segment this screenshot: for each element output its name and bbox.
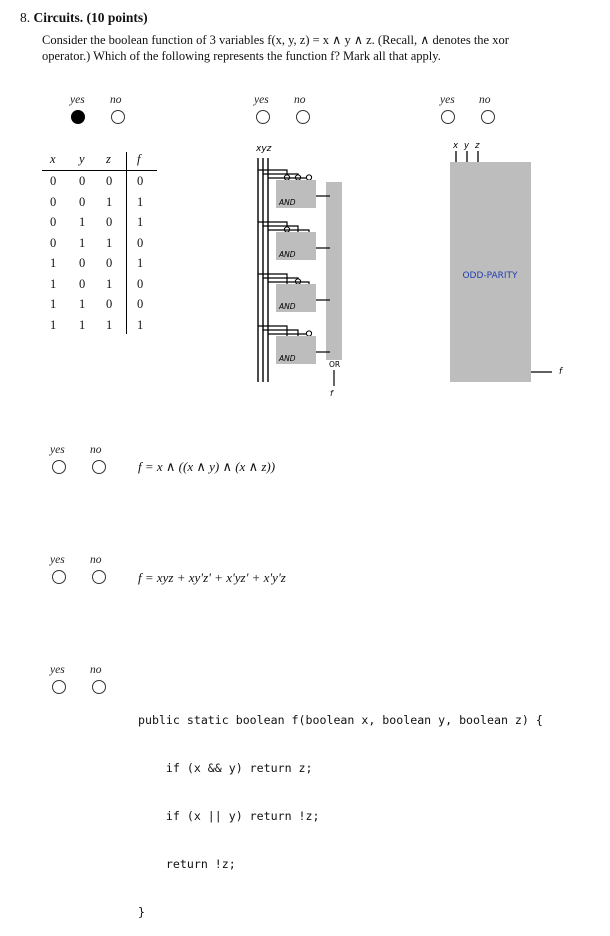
and-gate-3: [258, 274, 330, 312]
option-c-yes-radio[interactable]: [441, 110, 455, 124]
table-cell: 1: [137, 194, 144, 209]
option-b-yes-label: yes: [254, 94, 269, 106]
option-d-no-label: no: [90, 444, 102, 456]
formula-2: f = xyz + xy'z' + x'yz' + x'y'z: [138, 570, 286, 585]
table-cell: 0: [106, 215, 113, 229]
table-cell: 1: [79, 297, 86, 311]
question-points: (10 points): [86, 10, 148, 25]
odd-parity-output-label: f: [559, 367, 562, 377]
table-header-rule: [42, 170, 157, 171]
truth-table: [42, 152, 162, 342]
table-cell: 0: [137, 235, 144, 250]
table-cell: 1: [50, 256, 57, 270]
question-title: Circuits.: [33, 10, 84, 25]
option-c-yes-label: yes: [440, 94, 455, 106]
circuit-inputs-label: xyz: [256, 144, 272, 154]
option-e-yes-radio[interactable]: [52, 570, 66, 584]
question-prompt: [42, 32, 587, 64]
and-label: AND: [279, 250, 296, 259]
or-gate: [326, 182, 342, 360]
option-b-yes-radio[interactable]: [256, 110, 270, 124]
and-label: AND: [279, 198, 296, 207]
code-line-3: if (x || y) return !z;: [138, 809, 320, 823]
option-c-no-radio[interactable]: [481, 110, 495, 124]
prompt-line-1: Consider the boolean function of 3 variables f(x, y, z) = x ∧ y ∧ z. (Recall, ∧ denotes the xor: [42, 33, 509, 47]
and-label: AND: [279, 302, 296, 311]
table-cell: 1: [50, 297, 57, 311]
code-line-4: return !z;: [138, 857, 236, 871]
input-x-label: x: [453, 141, 459, 151]
table-cell: 0: [106, 256, 113, 270]
table-cell: 0: [50, 174, 57, 188]
table-cell: 1: [79, 317, 86, 332]
option-c-no-label: no: [479, 94, 491, 106]
table-header-z: z: [106, 152, 111, 166]
option-e-no-label: no: [90, 554, 102, 566]
formula-1: f = x ∧ ((x ∧ y) ∧ (x ∧ z)): [138, 459, 276, 474]
table-cell: 1: [79, 235, 86, 250]
or-label: OR: [329, 360, 341, 369]
option-d-yes-label: yes: [50, 444, 65, 456]
table-cell: 1: [106, 276, 113, 291]
table-cell: 1: [50, 276, 57, 291]
table-f-separator: [126, 152, 127, 334]
prompt-line-2: operator.) Which of the following represents the function f? Mark all that apply.: [42, 49, 441, 63]
table-cell: 0: [50, 194, 57, 209]
question-number: 8.: [20, 10, 31, 25]
option-f-yes-label: yes: [50, 664, 65, 676]
code-line-5: }: [138, 905, 145, 919]
table-cell: 0: [137, 174, 144, 188]
odd-parity-label: ODD-PARITY: [462, 271, 518, 281]
input-z-label: z: [475, 141, 480, 151]
table-cell: 0: [79, 194, 86, 209]
input-buses: [258, 158, 268, 382]
option-d-no-radio[interactable]: [92, 460, 106, 474]
option-e-yes-label: yes: [50, 554, 65, 566]
table-cell: 1: [106, 194, 113, 209]
table-header-x: x: [50, 152, 56, 166]
table-cell: 0: [106, 297, 113, 311]
table-cell: 0: [137, 297, 144, 311]
table-header-f: f: [137, 152, 141, 166]
code-line-2: if (x && y) return z;: [138, 761, 313, 775]
option-f-yes-radio[interactable]: [52, 680, 66, 694]
option-a-yes-label: yes: [70, 94, 85, 106]
table-cell: 1: [79, 215, 86, 229]
and-gate-1: [258, 170, 330, 208]
table-cell: 0: [50, 235, 57, 250]
table-header-y: y: [79, 152, 85, 166]
question-header: [20, 10, 148, 26]
table-cell: 0: [79, 256, 86, 270]
option-b-no-label: no: [294, 94, 306, 106]
odd-parity-circuit: [440, 138, 580, 388]
option-a-no-label: no: [110, 94, 122, 106]
table-cell: 1: [106, 235, 113, 250]
table-cell: 0: [79, 174, 86, 188]
and-gate-4: [258, 326, 330, 364]
circuit-output-label: f: [330, 389, 333, 398]
option-f-no-radio[interactable]: [92, 680, 106, 694]
option-a-yes-radio[interactable]: [71, 110, 85, 124]
option-e-no-radio[interactable]: [92, 570, 106, 584]
and-gate-2: [258, 222, 330, 260]
table-cell: 0: [79, 276, 86, 291]
table-cell: 1: [137, 215, 144, 229]
table-cell: 1: [137, 256, 144, 270]
and-label: AND: [279, 354, 296, 363]
table-cell: 0: [137, 276, 144, 291]
option-b-no-radio[interactable]: [296, 110, 310, 124]
table-cell: 1: [106, 317, 113, 332]
table-cell: 1: [137, 317, 144, 332]
input-y-label: y: [464, 141, 470, 151]
code-line-1: public static boolean f(boolean x, boolean y, boolean z) {: [138, 713, 543, 727]
option-d-yes-radio[interactable]: [52, 460, 66, 474]
table-cell: 0: [106, 174, 113, 188]
and-or-circuit: [240, 140, 360, 402]
table-cell: 1: [50, 317, 57, 332]
java-code-block: [138, 680, 543, 936]
table-cell: 0: [50, 215, 57, 229]
option-a-no-radio[interactable]: [111, 110, 125, 124]
option-f-no-label: no: [90, 664, 102, 676]
